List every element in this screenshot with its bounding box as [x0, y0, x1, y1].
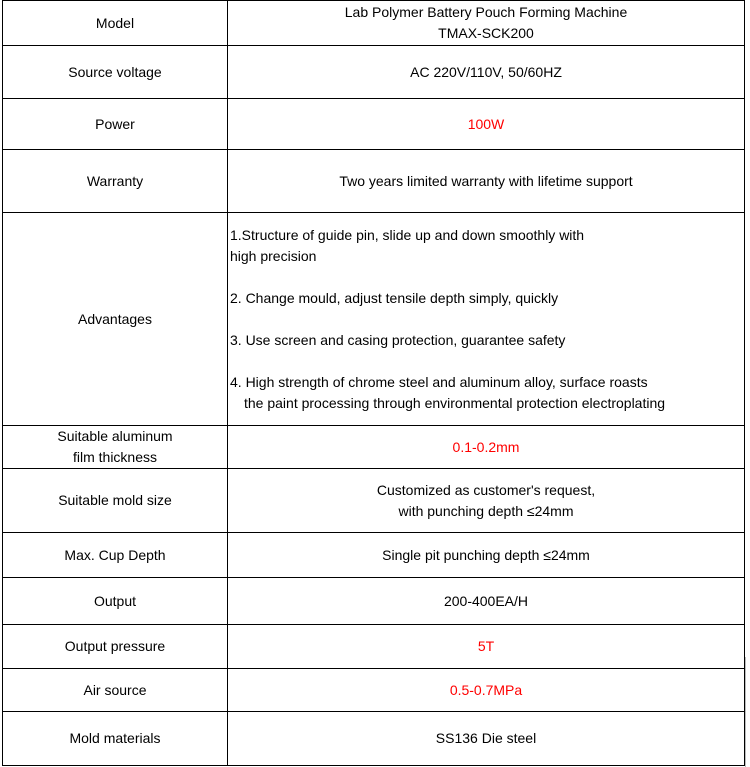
value-line: Customized as customer's request,: [376, 481, 596, 498]
row-label: Output: [3, 578, 228, 625]
row-label: Source voltage: [3, 46, 228, 99]
row-label: Advantages: [3, 213, 228, 426]
label-line: film thickness: [72, 449, 158, 465]
advantage-item: 3. Use screen and casing protection, guarantee safety: [230, 331, 566, 348]
value-line: with punching depth ≤24mm: [398, 502, 574, 519]
page-edge-line: [745, 657, 746, 767]
advantage-item: high precision: [230, 247, 317, 264]
table-row: [3, 625, 745, 669]
row-label: Air source: [3, 669, 228, 712]
table-row: [3, 213, 745, 426]
row-value: SS136 Die steel: [228, 712, 745, 766]
row-value: 0.5-0.7MPa: [228, 669, 745, 712]
row-label: Warranty: [3, 150, 228, 213]
table-row: [3, 99, 745, 150]
table-row: [3, 578, 745, 625]
value-line: TMAX-SCK200: [438, 25, 534, 41]
row-value: Single pit punching depth ≤24mm: [228, 533, 745, 578]
table-row: [3, 469, 745, 533]
advantage-item: 1.Structure of guide pin, slide up and down smoothly with: [230, 226, 585, 243]
row-value: AC 220V/110V, 50/60HZ: [228, 46, 745, 99]
value-line: Lab Polymer Battery Pouch Forming Machine: [344, 4, 628, 20]
row-label: Mold materials: [3, 712, 228, 766]
advantage-item: 2. Change mould, adjust tensile depth simply, quickly: [230, 289, 559, 306]
table-row: [3, 46, 745, 99]
row-value: 0.1-0.2mm: [228, 426, 745, 469]
row-value: 5T: [228, 625, 745, 669]
row-label: Suitable mold size: [3, 469, 228, 533]
row-value: 100W: [228, 99, 745, 150]
table-row: [3, 150, 745, 213]
row-value: [228, 469, 745, 533]
row-value: Two years limited warranty with lifetime support: [228, 150, 745, 213]
advantage-item: the paint processing through environmental protection electroplating: [244, 394, 666, 411]
table-row: [3, 1, 745, 46]
row-label: Output pressure: [3, 625, 228, 669]
table-row: [3, 426, 745, 469]
spec-table: [2, 0, 745, 766]
row-label: Max. Cup Depth: [3, 533, 228, 578]
row-value: 200-400EA/H: [228, 578, 745, 625]
advantages-list: [228, 213, 745, 426]
table-row: [3, 712, 745, 766]
label-line: Suitable aluminum: [57, 428, 173, 444]
table-row: [3, 533, 745, 578]
row-label: Model: [3, 1, 228, 46]
advantage-item: 4. High strength of chrome steel and aluminum alloy, surface roasts: [230, 373, 648, 390]
row-label: [3, 426, 228, 469]
row-label: Power: [3, 99, 228, 150]
table-row: [3, 669, 745, 712]
row-value: [228, 1, 745, 46]
